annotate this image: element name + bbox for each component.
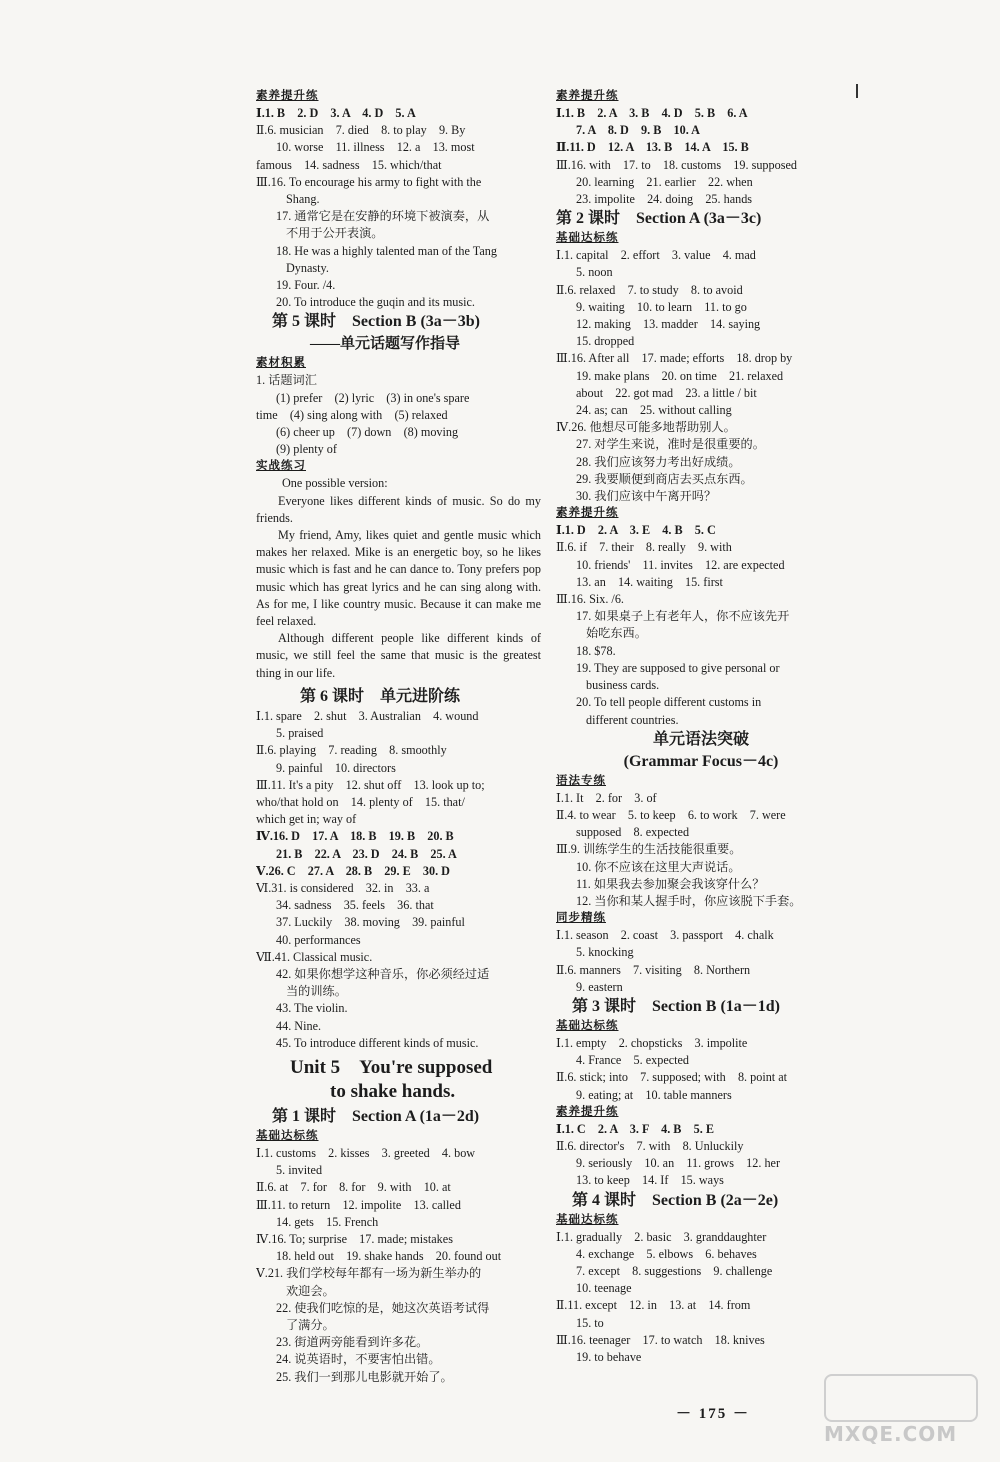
answer-line: 24. 说英语时，不要害怕出错。 xyxy=(276,1352,441,1367)
answer-line: 37. Luckily 38. moving 39. painful xyxy=(276,915,465,930)
topic-line: (6) cheer up (7) down (8) moving xyxy=(276,425,459,440)
lesson-title: 第 1 课时 Section A (1a－2d) xyxy=(272,1107,480,1125)
answer-block xyxy=(556,1035,846,1104)
answer-line: 45. To introduce different kinds of music. xyxy=(276,1035,479,1050)
answer-line: 了满分。 xyxy=(286,1317,335,1332)
answer-line: Ⅱ.6. stick; into 7. supposed; with 8. point at xyxy=(556,1070,788,1085)
answer-line: Ⅱ.6. relaxed 7. to study 8. to avoid xyxy=(556,282,743,297)
answer-line: 5. noon xyxy=(576,265,613,280)
watermark-logo xyxy=(824,1374,994,1454)
answer-line: 28. 我们应该努力考出好成绩。 xyxy=(576,454,741,469)
answer-line: Ⅲ.11. to return 12. impolite 13. called xyxy=(256,1197,461,1212)
answer-line: Dynasty. xyxy=(286,260,329,275)
answer-line: 5. invited xyxy=(276,1163,323,1178)
answer-line: 当的训练。 xyxy=(286,984,347,999)
answer-line: 23. impolite 24. doing 25. hands xyxy=(576,192,753,207)
answer-line: Ⅰ.1. gradually 2. basic 3. granddaughter xyxy=(556,1229,767,1244)
answer-line: Ⅱ.6. at 7. for 8. for 9. with 10. at xyxy=(256,1180,451,1195)
section-label: 同步精练 xyxy=(556,912,606,925)
essay-paragraph: Everyone likes different kinds of music. So do my friends. xyxy=(256,493,541,525)
answer-line: 5. praised xyxy=(276,726,324,741)
lesson-title: 第 5 课时 Section B (3a－3b) xyxy=(272,313,481,331)
answer-line: Ⅰ.1. It 2. for 3. of xyxy=(556,790,657,805)
margin-mark xyxy=(856,84,858,98)
grammar-title: 单元语法突破 xyxy=(652,730,749,748)
grammar-subtitle: (Grammar Focus－4c) xyxy=(623,752,779,770)
answer-line: Ⅱ.4. to wear 5. to keep 6. to work 7. were xyxy=(556,807,786,822)
section-label: 基础达标练 xyxy=(256,1129,319,1142)
answer-block xyxy=(256,708,541,1052)
answer-line: famous 14. sadness 15. which/that xyxy=(256,157,442,172)
answer-block xyxy=(556,522,846,728)
answer-block xyxy=(556,790,846,910)
answer-line: 10. friends' 11. invites 12. are expected xyxy=(576,557,785,572)
topic-heading: 1. 话题词汇 xyxy=(256,373,317,388)
answer-line: Ⅶ.41. Classical music. xyxy=(256,949,373,964)
essay-paragraph: Although different people like different kinds of music, we still feel the same that music is the greatest thing in our life. xyxy=(256,631,541,680)
answer-line: 10. teenage xyxy=(576,1281,632,1296)
answer-line: Ⅰ.1. C 2. A 3. F 4. B 5. E xyxy=(556,1121,714,1136)
answer-block xyxy=(556,247,846,505)
answer-block xyxy=(256,105,541,311)
answer-line: 10. worse 11. illness 12. a 13. most xyxy=(276,140,475,155)
topic-line: (1) prefer (2) lyric (3) in one's spare xyxy=(276,390,470,405)
answer-line: Ⅱ.6. musician 7. died 8. to play 9. By xyxy=(256,123,466,138)
answer-line: 22. 使我们吃惊的是，她这次英语考试得 xyxy=(276,1300,490,1315)
watermark-text: MXQE.COM xyxy=(824,1422,958,1446)
answer-line: 11. 如果我去参加聚会我该穿什么？ xyxy=(576,876,765,891)
answer-line: Ⅲ.11. It's a pity 12. shut off 13. look up to; xyxy=(256,777,485,792)
section-label: 基础达标练 xyxy=(556,1019,619,1032)
lesson-title: 第 6 课时 单元进阶练 xyxy=(300,687,461,705)
answer-line: 42. 如果你想学这种音乐，你必须经过适 xyxy=(276,966,490,981)
answer-line: 18. held out 19. shake hands 20. found out xyxy=(276,1249,502,1264)
answer-line: 24. as; can 25. without calling xyxy=(576,403,732,418)
answer-line: Ⅱ.6. director's 7. with 8. Unluckily xyxy=(556,1138,744,1153)
answer-line: 34. sadness 35. feels 36. that xyxy=(276,898,434,913)
answer-line: 20. To tell people different customs in xyxy=(576,695,762,710)
answer-line: Ⅰ.1. empty 2. chopsticks 3. impolite xyxy=(556,1035,748,1050)
answer-line: Ⅱ.11. except 12. in 13. at 14. from xyxy=(556,1298,751,1313)
answer-line: 18. $78. xyxy=(576,643,616,658)
section-label: 素养提升练 xyxy=(556,507,619,520)
answer-line: 5. knocking xyxy=(576,945,634,960)
answer-line: different countries. xyxy=(586,712,679,727)
answer-line: 20. learning 21. earlier 22. when xyxy=(576,174,753,189)
watermark-box xyxy=(824,1374,978,1422)
topic-line: time (4) sing along with (5) relaxed xyxy=(256,407,448,422)
answer-line: 19. They are supposed to give personal or xyxy=(576,660,780,675)
topic-line: (9) plenty of xyxy=(276,442,337,457)
essay-intro: One possible version: xyxy=(282,476,388,491)
left-column xyxy=(256,88,541,1386)
answer-line: 25. 我们一到那儿电影就开始了。 xyxy=(276,1369,453,1384)
answer-line: 23. 街道两旁能看到许多花。 xyxy=(276,1335,429,1350)
page-number: － 175 － xyxy=(676,1406,751,1422)
answer-line: Ⅱ.6. manners 7. visiting 8. Northern xyxy=(556,962,751,977)
answer-line: Ⅰ.1. D 2. A 3. E 4. B 5. C xyxy=(556,523,716,538)
answer-line: 30. 我们应该中午离开吗？ xyxy=(576,489,717,504)
answer-line: 4. exchange 5. elbows 6. behaves xyxy=(576,1246,757,1261)
unit-title: Unit 5 You're supposed xyxy=(290,1056,493,1078)
answer-line: Ⅲ.16. After all 17. made; efforts 18. drop by xyxy=(556,351,793,366)
answer-line: Ⅰ.1. B 2. D 3. A 4. D 5. A xyxy=(256,106,416,120)
answer-line: 4. France 5. expected xyxy=(576,1053,690,1068)
answer-line: business cards. xyxy=(586,678,660,693)
answer-line: 21. B 22. A 23. D 24. B 25. A xyxy=(276,846,457,861)
answer-line: supposed 8. expected xyxy=(576,825,690,840)
answer-line: Ⅰ.1. capital 2. effort 3. value 4. mad xyxy=(556,248,756,263)
section-label: 素养提升练 xyxy=(556,1105,619,1118)
answer-line: Ⅲ.16. To encourage his army to fight with the xyxy=(256,174,482,189)
answer-line: 19. to behave xyxy=(576,1349,642,1364)
answer-line: 17. 通常它是在安静的环境下被演奏，从 xyxy=(276,209,490,224)
answer-line: Ⅰ.1. customs 2. kisses 3. greeted 4. bow xyxy=(256,1145,476,1160)
section-label: 素养提升练 xyxy=(556,90,619,102)
answer-line: which get in; way of xyxy=(256,812,357,827)
section-label: 素材积累 xyxy=(256,357,306,370)
answer-line: 19. make plans 20. on time 21. relaxed xyxy=(576,368,784,383)
lesson-title: 第 2 课时 Section A (3a－3c) xyxy=(556,210,762,228)
answer-line: 7. A 8. D 9. B 10. A xyxy=(576,123,700,138)
section-label: 基础达标练 xyxy=(556,232,619,245)
answer-line: Ⅰ.1. B 2. A 3. B 4. D 5. B 6. A xyxy=(556,106,748,120)
answer-line: 不用于公开表演。 xyxy=(286,226,384,241)
answer-line: Ⅱ.6. playing 7. reading 8. smoothly xyxy=(256,743,447,758)
lesson-title: 第 3 课时 Section B (1a－1d) xyxy=(572,997,781,1015)
answer-line: Ⅲ.16. Six. /6. xyxy=(556,592,624,607)
answer-line: 13. an 14. waiting 15. first xyxy=(576,574,723,589)
answer-line: 19. Four. /4. xyxy=(276,278,336,293)
answer-line: 29. 我要顺便到商店去买点东西。 xyxy=(576,471,753,486)
answer-line: Ⅳ.16. D 17. A 18. B 19. B 20. B xyxy=(256,829,454,844)
answer-line: Ⅲ.9. 训练学生的生活技能很重要。 xyxy=(556,842,742,857)
answer-line: about 22. got mad 23. a little / bit xyxy=(576,385,757,400)
answer-line: 12. making 13. madder 14. saying xyxy=(576,317,761,332)
lesson-title: 第 4 课时 Section B (2a－2e) xyxy=(572,1191,779,1209)
answer-block xyxy=(556,1121,846,1190)
unit-title: to shake hands. xyxy=(330,1080,456,1102)
answer-line: 17. 如果桌子上有老年人，你不应该先开 xyxy=(576,609,790,624)
answer-line: 44. Nine. xyxy=(276,1018,322,1033)
answer-line: 欢迎会。 xyxy=(286,1283,335,1298)
section-label: 素养提升练 xyxy=(256,90,319,102)
answer-line: 10. 你不应该在这里大声说话。 xyxy=(576,859,741,874)
answer-line: Ⅱ.6. if 7. their 8. really 9. with xyxy=(556,540,732,555)
answer-line: 15. to xyxy=(576,1315,604,1330)
answer-line: 7. except 8. suggestions 9. challenge xyxy=(576,1263,773,1278)
lesson-subtitle: ——单元话题写作指导 xyxy=(310,336,461,353)
answer-line: who/that hold on 14. plenty of 15. that/ xyxy=(256,794,465,809)
answer-line: 18. He was a highly talented man of the Tang xyxy=(276,243,497,258)
answer-line: 9. eastern xyxy=(576,979,623,994)
answer-block xyxy=(556,927,846,996)
section-label: 语法专练 xyxy=(556,774,606,787)
answer-line: Ⅰ.1. season 2. coast 3. passport 4. chalk xyxy=(556,928,774,943)
answer-line: 20. To introduce the guqin and its music. xyxy=(276,295,475,310)
answer-line: 27. 对学生来说，准时是很重要的。 xyxy=(576,437,765,452)
answer-line: Ⅱ.11. D 12. A 13. B 14. A 15. B xyxy=(556,140,749,155)
answer-line: Ⅴ.21. 我们学校每年都有一场为新生举办的 xyxy=(256,1266,482,1281)
answer-block xyxy=(256,1145,541,1386)
answer-line: 始吃东西。 xyxy=(586,626,647,641)
answer-line: 15. dropped xyxy=(576,334,635,349)
answer-line: Ⅳ.26. 他想尽可能多地帮助别人。 xyxy=(556,420,736,435)
right-column xyxy=(556,88,846,1366)
answer-line: 12. 当你和某人握手时，你应该脱下手套。 xyxy=(576,893,802,908)
section-label: 实战练习 xyxy=(256,460,306,473)
answer-block xyxy=(556,1229,846,1367)
answer-line: 40. performances xyxy=(276,932,361,947)
answer-line: Ⅰ.1. spare 2. shut 3. Australian 4. wound xyxy=(256,708,479,723)
answer-line: 9. seriously 10. an 11. grows 12. her xyxy=(576,1156,781,1171)
answer-line: 9. waiting 10. to learn 11. to go xyxy=(576,299,747,314)
answer-line: Ⅵ.31. is considered 32. in 33. a xyxy=(256,880,430,895)
answer-line: 9. painful 10. directors xyxy=(276,760,396,775)
answer-line: 43. The violin. xyxy=(276,1001,348,1016)
essay-paragraph: My friend, Amy, likes quiet and gentle music which makes her relaxed. Mike is an energetic boy, so he likes music which is fast and he can dance to. Tony prefers pop music which has great lyrics and he can sing along with. As for me, I like country music. Because it can make me feel relaxed. xyxy=(256,528,541,629)
answer-line: Ⅲ.16. teenager 17. to watch 18. knives xyxy=(556,1332,765,1347)
answer-line: 9. eating; at 10. table manners xyxy=(576,1087,732,1102)
answer-line: Shang. xyxy=(286,192,320,207)
answer-line: Ⅲ.16. with 17. to 18. customs 19. supposed xyxy=(556,157,797,172)
answer-line: Ⅴ.26. C 27. A 28. B 29. E 30. D xyxy=(256,863,450,878)
answer-line: 13. to keep 14. If 15. ways xyxy=(576,1173,724,1188)
section-label: 基础达标练 xyxy=(556,1213,619,1226)
answer-line: Ⅳ.16. To; surprise 17. made; mistakes xyxy=(256,1231,453,1246)
answer-block xyxy=(556,105,846,208)
answer-line: 14. gets 15. French xyxy=(276,1214,379,1229)
